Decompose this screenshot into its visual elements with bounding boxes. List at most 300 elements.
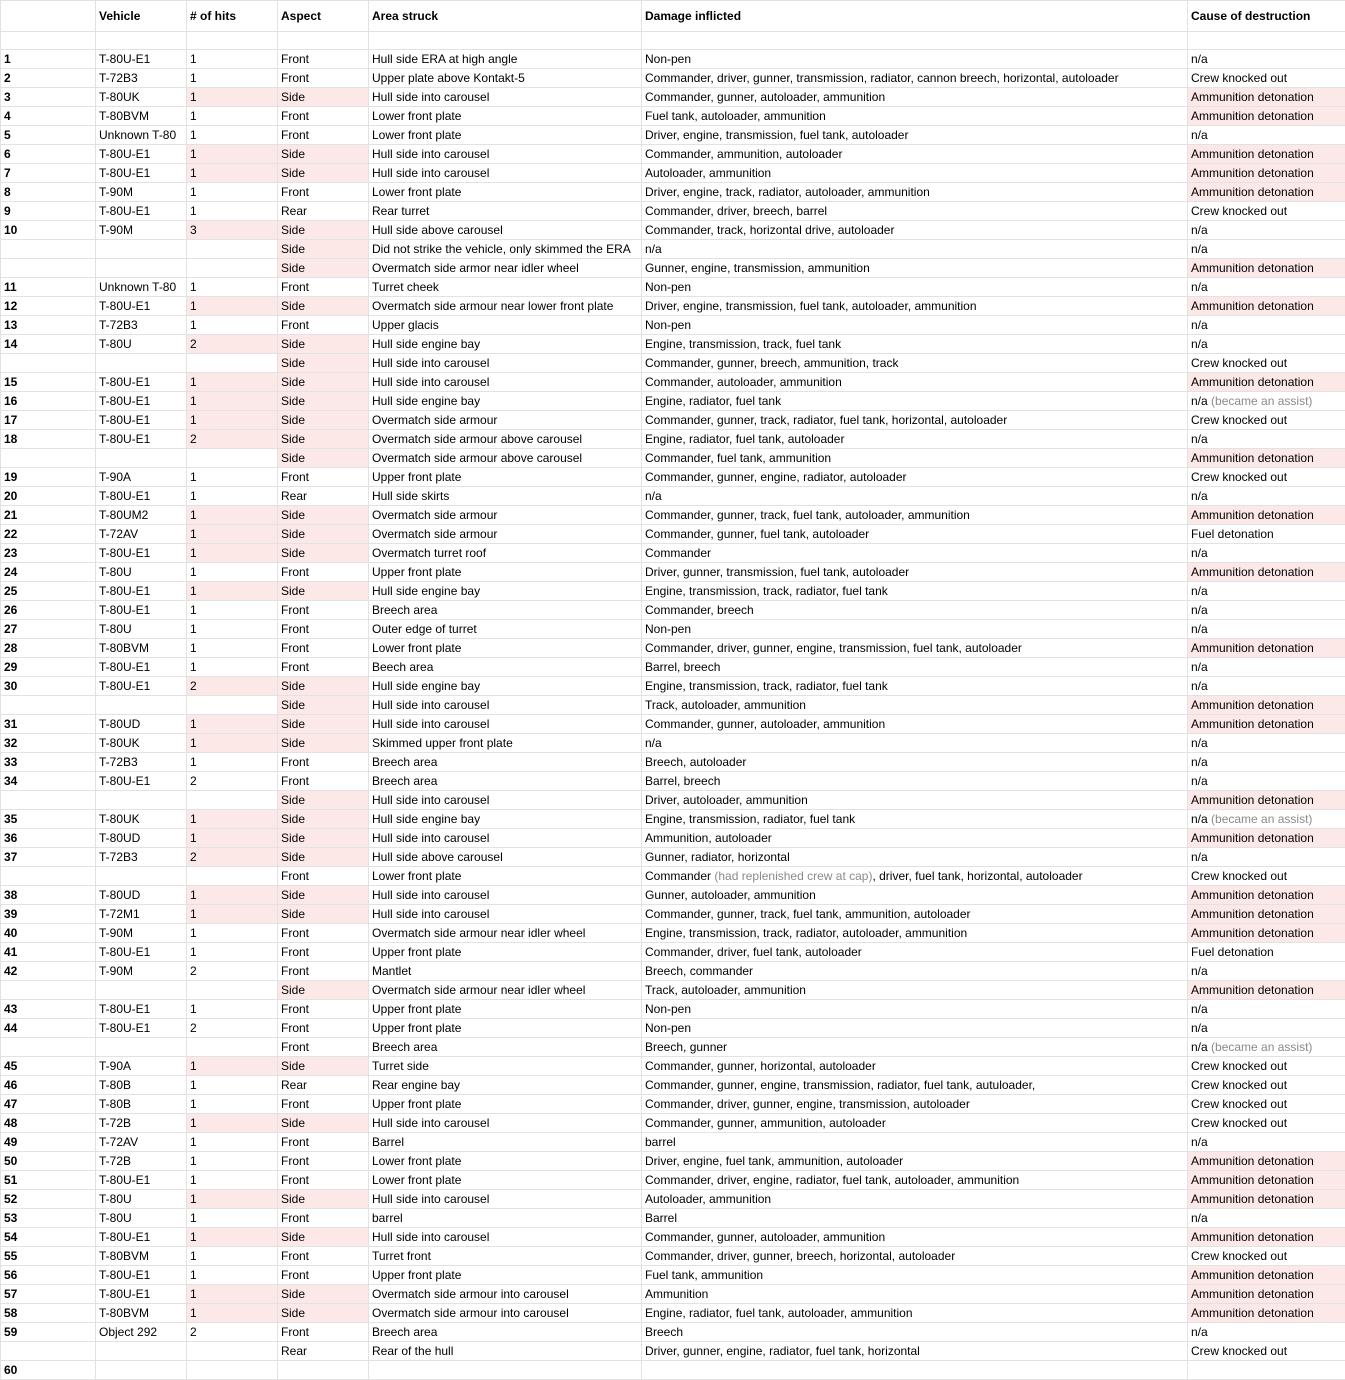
hits-cell[interactable]: 1 (187, 411, 278, 430)
aspect-cell[interactable]: Front (278, 943, 369, 962)
empty-cell[interactable] (187, 32, 278, 50)
hits-cell[interactable]: 1 (187, 1247, 278, 1266)
row-number-cell[interactable]: 46 (1, 1076, 96, 1095)
hits-cell[interactable]: 1 (187, 658, 278, 677)
area-struck-cell[interactable]: Hull side engine bay (369, 392, 642, 411)
hits-cell[interactable]: 1 (187, 582, 278, 601)
damage-cell[interactable]: Commander, gunner, horizontal, autoloader (642, 1057, 1188, 1076)
damage-cell[interactable]: Engine, transmission, radiator, fuel tank (642, 810, 1188, 829)
damage-cell[interactable]: Commander, gunner, autoloader, ammunition (642, 715, 1188, 734)
area-struck-cell[interactable]: Outer edge of turret (369, 620, 642, 639)
hits-cell[interactable] (187, 1342, 278, 1361)
damage-cell[interactable]: Gunner, radiator, horizontal (642, 848, 1188, 867)
area-struck-cell[interactable]: Rear turret (369, 202, 642, 221)
aspect-cell[interactable]: Front (278, 1000, 369, 1019)
aspect-cell[interactable]: Side (278, 373, 369, 392)
area-struck-cell[interactable]: Overmatch side armour into carousel (369, 1285, 642, 1304)
cause-cell[interactable]: n/a (1188, 221, 1345, 240)
cause-cell[interactable]: n/a (1188, 772, 1345, 791)
aspect-cell[interactable]: Rear (278, 202, 369, 221)
damage-cell[interactable]: Engine, transmission, track, radiator, autoloader, ammunition (642, 924, 1188, 943)
vehicle-cell[interactable]: T-72B (96, 1114, 187, 1133)
cause-cell[interactable]: Ammunition detonation (1188, 696, 1345, 715)
cause-cell[interactable]: Crew knocked out (1188, 1342, 1345, 1361)
vehicle-cell[interactable]: T-80U-E1 (96, 487, 187, 506)
hits-cell[interactable]: 1 (187, 468, 278, 487)
area-struck-cell[interactable]: Upper front plate (369, 563, 642, 582)
area-struck-cell[interactable]: barrel (369, 1209, 642, 1228)
cause-cell[interactable]: n/a (1188, 335, 1345, 354)
vehicle-cell[interactable] (96, 259, 187, 278)
aspect-cell[interactable]: Front (278, 639, 369, 658)
hits-cell[interactable]: 1 (187, 1285, 278, 1304)
damage-cell[interactable]: Commander, gunner, track, radiator, fuel tank, horizontal, autoloader (642, 411, 1188, 430)
vehicle-cell[interactable]: T-72M1 (96, 905, 187, 924)
area-struck-cell[interactable]: Hull side into carousel (369, 715, 642, 734)
cause-cell[interactable]: Ammunition detonation (1188, 981, 1345, 1000)
damage-cell[interactable]: Gunner, engine, transmission, ammunition (642, 259, 1188, 278)
row-number-cell[interactable]: 35 (1, 810, 96, 829)
aspect-cell[interactable]: Side (278, 981, 369, 1000)
area-struck-cell[interactable]: Overmatch side armour near lower front plate (369, 297, 642, 316)
hits-cell[interactable]: 1 (187, 1152, 278, 1171)
cause-cell[interactable]: n/a (1188, 50, 1345, 69)
cause-cell[interactable]: n/a (1188, 1019, 1345, 1038)
vehicle-cell[interactable]: T-80B (96, 1076, 187, 1095)
cause-cell[interactable]: Ammunition detonation (1188, 145, 1345, 164)
vehicle-cell[interactable] (96, 449, 187, 468)
aspect-cell[interactable]: Front (278, 316, 369, 335)
damage-cell[interactable]: Engine, radiator, fuel tank (642, 392, 1188, 411)
row-number-cell[interactable]: 18 (1, 430, 96, 449)
aspect-cell[interactable]: Front (278, 1266, 369, 1285)
cause-cell[interactable]: Ammunition detonation (1188, 183, 1345, 202)
hits-cell[interactable]: 1 (187, 544, 278, 563)
vehicle-cell[interactable]: T-80BVM (96, 107, 187, 126)
vehicle-cell[interactable]: T-80U-E1 (96, 1019, 187, 1038)
cause-cell[interactable]: n/a (1188, 126, 1345, 145)
area-struck-cell[interactable]: Lower front plate (369, 1152, 642, 1171)
row-number-cell[interactable] (1, 791, 96, 810)
cause-cell[interactable]: Ammunition detonation (1188, 924, 1345, 943)
row-number-cell[interactable]: 36 (1, 829, 96, 848)
damage-cell[interactable]: Breech, gunner (642, 1038, 1188, 1057)
hits-cell[interactable]: 1 (187, 1266, 278, 1285)
hits-cell[interactable]: 1 (187, 1304, 278, 1323)
row-number-cell[interactable]: 54 (1, 1228, 96, 1247)
hits-cell[interactable]: 1 (187, 1190, 278, 1209)
area-struck-cell[interactable]: Breech area (369, 753, 642, 772)
hits-cell[interactable] (187, 1038, 278, 1057)
row-number-cell[interactable]: 2 (1, 69, 96, 88)
area-struck-cell[interactable]: Turret front (369, 1247, 642, 1266)
vehicle-cell[interactable]: T-80U-E1 (96, 430, 187, 449)
row-number-cell[interactable]: 23 (1, 544, 96, 563)
cause-cell[interactable]: Crew knocked out (1188, 1095, 1345, 1114)
cause-cell[interactable]: Ammunition detonation (1188, 259, 1345, 278)
cause-cell[interactable]: Crew knocked out (1188, 354, 1345, 373)
damage-cell[interactable]: Barrel, breech (642, 658, 1188, 677)
aspect-cell[interactable]: Side (278, 506, 369, 525)
area-struck-cell[interactable]: Overmatch side armour into carousel (369, 1304, 642, 1323)
aspect-cell[interactable]: Front (278, 278, 369, 297)
hits-cell[interactable]: 1 (187, 392, 278, 411)
row-number-cell[interactable]: 40 (1, 924, 96, 943)
area-struck-cell[interactable]: Overmatch side armour above carousel (369, 449, 642, 468)
aspect-cell[interactable]: Side (278, 430, 369, 449)
hits-cell[interactable]: 2 (187, 677, 278, 696)
row-number-cell[interactable]: 5 (1, 126, 96, 145)
hits-cell[interactable]: 1 (187, 924, 278, 943)
area-struck-cell[interactable]: Upper front plate (369, 1266, 642, 1285)
hits-cell[interactable]: 1 (187, 506, 278, 525)
aspect-cell[interactable]: Front (278, 563, 369, 582)
row-number-cell[interactable]: 38 (1, 886, 96, 905)
area-struck-cell[interactable]: Overmatch side armour (369, 411, 642, 430)
damage-cell[interactable]: Commander, gunner, autoloader, ammunition (642, 1228, 1188, 1247)
area-struck-cell[interactable]: Hull side engine bay (369, 810, 642, 829)
vehicle-cell[interactable]: T-80U-E1 (96, 1266, 187, 1285)
cause-cell[interactable]: Crew knocked out (1188, 69, 1345, 88)
aspect-cell[interactable]: Side (278, 791, 369, 810)
damage-cell[interactable]: Commander, driver, fuel tank, autoloader (642, 943, 1188, 962)
cause-cell[interactable]: Ammunition detonation (1188, 297, 1345, 316)
cause-cell[interactable]: Crew knocked out (1188, 411, 1345, 430)
aspect-cell[interactable]: Side (278, 411, 369, 430)
damage-cell[interactable]: Engine, radiator, fuel tank, autoloader (642, 430, 1188, 449)
aspect-cell[interactable]: Side (278, 240, 369, 259)
damage-cell[interactable]: Driver, engine, transmission, fuel tank, autoloader (642, 126, 1188, 145)
hits-cell[interactable]: 1 (187, 753, 278, 772)
row-number-cell[interactable]: 43 (1, 1000, 96, 1019)
aspect-cell[interactable]: Side (278, 335, 369, 354)
damage-cell[interactable]: Track, autoloader, ammunition (642, 981, 1188, 1000)
row-number-cell[interactable] (1, 867, 96, 886)
hits-cell[interactable]: 1 (187, 1171, 278, 1190)
hits-cell[interactable]: 1 (187, 639, 278, 658)
damage-cell[interactable]: Commander, breech (642, 601, 1188, 620)
damage-cell[interactable]: Commander, driver, gunner, breech, horizontal, autoloader (642, 1247, 1188, 1266)
hits-cell[interactable] (187, 981, 278, 1000)
vehicle-cell[interactable]: T-80U (96, 1209, 187, 1228)
row-number-cell[interactable]: 13 (1, 316, 96, 335)
area-struck-cell[interactable]: Upper front plate (369, 1019, 642, 1038)
damage-cell[interactable]: Fuel tank, autoloader, ammunition (642, 107, 1188, 126)
area-struck-cell[interactable]: Lower front plate (369, 867, 642, 886)
aspect-cell[interactable]: Side (278, 544, 369, 563)
empty-cell[interactable] (369, 32, 642, 50)
aspect-cell[interactable]: Front (278, 1152, 369, 1171)
damage-cell[interactable]: Commander, track, horizontal drive, autoloader (642, 221, 1188, 240)
area-struck-cell[interactable]: Hull side into carousel (369, 791, 642, 810)
aspect-cell[interactable]: Side (278, 1304, 369, 1323)
area-struck-cell[interactable]: Overmatch turret roof (369, 544, 642, 563)
aspect-cell[interactable]: Front (278, 962, 369, 981)
vehicle-cell[interactable] (96, 791, 187, 810)
row-number-cell[interactable]: 10 (1, 221, 96, 240)
row-number-cell[interactable]: 51 (1, 1171, 96, 1190)
cause-cell[interactable]: n/a (1188, 848, 1345, 867)
row-number-cell[interactable]: 33 (1, 753, 96, 772)
area-struck-cell[interactable]: Hull side into carousel (369, 905, 642, 924)
row-number-cell[interactable] (1, 449, 96, 468)
cause-cell[interactable]: n/a (became an assist) (1188, 810, 1345, 829)
area-struck-cell[interactable]: Hull side into carousel (369, 164, 642, 183)
vehicle-cell[interactable]: T-80U-E1 (96, 1171, 187, 1190)
damage-cell[interactable]: Driver, engine, fuel tank, ammunition, autoloader (642, 1152, 1188, 1171)
vehicle-cell[interactable]: T-80UD (96, 829, 187, 848)
vehicle-cell[interactable]: T-80UD (96, 886, 187, 905)
damage-cell[interactable]: Autoloader, ammunition (642, 1190, 1188, 1209)
aspect-cell[interactable]: Front (278, 1133, 369, 1152)
row-number-cell[interactable]: 20 (1, 487, 96, 506)
hits-cell[interactable]: 1 (187, 601, 278, 620)
header-cell[interactable]: Cause of destruction (1188, 1, 1345, 32)
cause-cell[interactable]: Ammunition detonation (1188, 373, 1345, 392)
area-struck-cell[interactable]: Hull side into carousel (369, 373, 642, 392)
damage-cell[interactable]: Commander, driver, gunner, engine, transmission, autoloader (642, 1095, 1188, 1114)
hits-cell[interactable]: 1 (187, 943, 278, 962)
row-number-cell[interactable]: 9 (1, 202, 96, 221)
cause-cell[interactable]: n/a (1188, 430, 1345, 449)
hits-cell[interactable]: 1 (187, 1114, 278, 1133)
row-number-cell[interactable]: 26 (1, 601, 96, 620)
aspect-cell[interactable]: Side (278, 297, 369, 316)
area-struck-cell[interactable]: Hull side into carousel (369, 88, 642, 107)
hits-cell[interactable] (187, 354, 278, 373)
vehicle-cell[interactable] (96, 1361, 187, 1380)
cause-cell[interactable]: Ammunition detonation (1188, 1266, 1345, 1285)
aspect-cell[interactable]: Side (278, 1057, 369, 1076)
vehicle-cell[interactable]: T-80U-E1 (96, 601, 187, 620)
row-number-cell[interactable] (1, 696, 96, 715)
area-struck-cell[interactable]: Overmatch side armour above carousel (369, 430, 642, 449)
row-number-cell[interactable]: 14 (1, 335, 96, 354)
cause-cell[interactable]: Ammunition detonation (1188, 164, 1345, 183)
vehicle-cell[interactable]: T-80BVM (96, 1247, 187, 1266)
aspect-cell[interactable]: Front (278, 1095, 369, 1114)
hits-cell[interactable]: 1 (187, 1209, 278, 1228)
row-number-cell[interactable]: 56 (1, 1266, 96, 1285)
hits-cell[interactable]: 2 (187, 772, 278, 791)
damage-cell[interactable]: Commander, gunner, breech, ammunition, track (642, 354, 1188, 373)
row-number-cell[interactable]: 39 (1, 905, 96, 924)
vehicle-cell[interactable]: T-80U (96, 563, 187, 582)
cause-cell[interactable]: Crew knocked out (1188, 468, 1345, 487)
hits-cell[interactable] (187, 449, 278, 468)
vehicle-cell[interactable]: T-90M (96, 183, 187, 202)
vehicle-cell[interactable]: T-72B3 (96, 69, 187, 88)
area-struck-cell[interactable]: Hull side into carousel (369, 829, 642, 848)
area-struck-cell[interactable]: Barrel (369, 1133, 642, 1152)
damage-cell[interactable]: Breech, commander (642, 962, 1188, 981)
row-number-cell[interactable] (1, 1342, 96, 1361)
hits-cell[interactable]: 1 (187, 905, 278, 924)
area-struck-cell[interactable]: Upper front plate (369, 468, 642, 487)
row-number-cell[interactable]: 45 (1, 1057, 96, 1076)
aspect-cell[interactable]: Side (278, 734, 369, 753)
row-number-cell[interactable]: 44 (1, 1019, 96, 1038)
vehicle-cell[interactable]: T-80U-E1 (96, 50, 187, 69)
row-number-cell[interactable]: 37 (1, 848, 96, 867)
damage-cell[interactable]: Breech, autoloader (642, 753, 1188, 772)
area-struck-cell[interactable]: Turret side (369, 1057, 642, 1076)
row-number-cell[interactable]: 24 (1, 563, 96, 582)
vehicle-cell[interactable] (96, 240, 187, 259)
vehicle-cell[interactable]: T-80B (96, 1095, 187, 1114)
vehicle-cell[interactable]: T-80UK (96, 734, 187, 753)
aspect-cell[interactable]: Front (278, 468, 369, 487)
row-number-cell[interactable]: 22 (1, 525, 96, 544)
aspect-cell[interactable]: Side (278, 810, 369, 829)
aspect-cell[interactable]: Rear (278, 1076, 369, 1095)
hits-cell[interactable]: 1 (187, 88, 278, 107)
vehicle-cell[interactable]: T-80U (96, 1190, 187, 1209)
hits-cell[interactable]: 1 (187, 373, 278, 392)
cause-cell[interactable]: n/a (1188, 620, 1345, 639)
row-number-cell[interactable] (1, 354, 96, 373)
vehicle-cell[interactable]: T-80BVM (96, 639, 187, 658)
hits-cell[interactable]: 2 (187, 430, 278, 449)
area-struck-cell[interactable]: Lower front plate (369, 107, 642, 126)
damage-cell[interactable]: Commander, autoloader, ammunition (642, 373, 1188, 392)
damage-cell[interactable]: Commander, gunner, ammunition, autoloader (642, 1114, 1188, 1133)
damage-cell[interactable]: Commander, ammunition, autoloader (642, 145, 1188, 164)
damage-cell[interactable]: Engine, radiator, fuel tank, autoloader, ammunition (642, 1304, 1188, 1323)
row-number-cell[interactable]: 41 (1, 943, 96, 962)
area-struck-cell[interactable]: Hull side above carousel (369, 221, 642, 240)
damage-cell[interactable]: Non-pen (642, 50, 1188, 69)
cause-cell[interactable]: Ammunition detonation (1188, 506, 1345, 525)
vehicle-cell[interactable]: T-80UM2 (96, 506, 187, 525)
cause-cell[interactable]: n/a (1188, 544, 1345, 563)
aspect-cell[interactable]: Side (278, 1190, 369, 1209)
damage-cell[interactable]: Commander (had replenished crew at cap), driver, fuel tank, horizontal, autoloader (642, 867, 1188, 886)
header-cell[interactable]: # of hits (187, 1, 278, 32)
damage-cell[interactable]: Non-pen (642, 1000, 1188, 1019)
aspect-cell[interactable]: Side (278, 1114, 369, 1133)
damage-cell[interactable]: Non-pen (642, 620, 1188, 639)
aspect-cell[interactable]: Front (278, 1171, 369, 1190)
aspect-cell[interactable]: Front (278, 772, 369, 791)
vehicle-cell[interactable]: T-72AV (96, 1133, 187, 1152)
area-struck-cell[interactable]: Hull side ERA at high angle (369, 50, 642, 69)
hits-cell[interactable] (187, 867, 278, 886)
area-struck-cell[interactable]: Hull side into carousel (369, 886, 642, 905)
hits-cell[interactable]: 1 (187, 297, 278, 316)
vehicle-cell[interactable]: T-80U (96, 620, 187, 639)
row-number-cell[interactable]: 27 (1, 620, 96, 639)
hits-cell[interactable]: 2 (187, 1323, 278, 1342)
row-number-cell[interactable]: 59 (1, 1323, 96, 1342)
cause-cell[interactable]: n/a (1188, 316, 1345, 335)
aspect-cell[interactable]: Front (278, 601, 369, 620)
cause-cell[interactable]: Ammunition detonation (1188, 1171, 1345, 1190)
vehicle-cell[interactable]: T-72B3 (96, 753, 187, 772)
area-struck-cell[interactable]: Lower front plate (369, 639, 642, 658)
cause-cell[interactable]: Ammunition detonation (1188, 1304, 1345, 1323)
cause-cell[interactable] (1188, 1361, 1345, 1380)
row-number-cell[interactable]: 47 (1, 1095, 96, 1114)
cause-cell[interactable]: Ammunition detonation (1188, 1152, 1345, 1171)
row-number-cell[interactable]: 19 (1, 468, 96, 487)
damage-cell[interactable]: Fuel tank, ammunition (642, 1266, 1188, 1285)
row-number-cell[interactable]: 32 (1, 734, 96, 753)
cause-cell[interactable]: Ammunition detonation (1188, 1285, 1345, 1304)
damage-cell[interactable]: Commander, fuel tank, ammunition (642, 449, 1188, 468)
vehicle-cell[interactable]: T-80U-E1 (96, 411, 187, 430)
damage-cell[interactable]: Engine, transmission, track, radiator, fuel tank (642, 677, 1188, 696)
vehicle-cell[interactable] (96, 1038, 187, 1057)
row-number-cell[interactable]: 60 (1, 1361, 96, 1380)
damage-cell[interactable]: Non-pen (642, 278, 1188, 297)
aspect-cell[interactable]: Side (278, 715, 369, 734)
aspect-cell[interactable]: Front (278, 126, 369, 145)
area-struck-cell[interactable]: Breech area (369, 772, 642, 791)
hits-cell[interactable]: 2 (187, 848, 278, 867)
cause-cell[interactable]: n/a (1188, 962, 1345, 981)
hits-cell[interactable]: 1 (187, 50, 278, 69)
vehicle-cell[interactable]: T-80U-E1 (96, 145, 187, 164)
row-number-cell[interactable]: 1 (1, 50, 96, 69)
area-struck-cell[interactable]: Upper front plate (369, 1095, 642, 1114)
hits-cell[interactable]: 1 (187, 563, 278, 582)
damage-cell[interactable]: Commander, gunner, autoloader, ammunition (642, 88, 1188, 107)
cause-cell[interactable]: n/a (1188, 677, 1345, 696)
area-struck-cell[interactable]: Mantlet (369, 962, 642, 981)
row-number-cell[interactable]: 6 (1, 145, 96, 164)
row-number-cell[interactable]: 16 (1, 392, 96, 411)
vehicle-cell[interactable]: T-80U-E1 (96, 772, 187, 791)
cause-cell[interactable]: n/a (1188, 1323, 1345, 1342)
damage-cell[interactable]: Driver, gunner, engine, radiator, fuel tank, horizontal (642, 1342, 1188, 1361)
row-number-cell[interactable]: 8 (1, 183, 96, 202)
empty-cell[interactable] (1188, 32, 1345, 50)
vehicle-cell[interactable]: T-80BVM (96, 1304, 187, 1323)
aspect-cell[interactable]: Rear (278, 1342, 369, 1361)
cause-cell[interactable]: n/a (1188, 582, 1345, 601)
damage-cell[interactable]: Engine, transmission, track, fuel tank (642, 335, 1188, 354)
row-number-cell[interactable] (1, 259, 96, 278)
aspect-cell[interactable]: Front (278, 620, 369, 639)
row-number-cell[interactable]: 25 (1, 582, 96, 601)
damage-cell[interactable]: Commander, gunner, fuel tank, autoloader (642, 525, 1188, 544)
cause-cell[interactable]: n/a (1188, 601, 1345, 620)
damage-cell[interactable]: Commander, gunner, engine, radiator, autoloader (642, 468, 1188, 487)
vehicle-cell[interactable] (96, 1342, 187, 1361)
cause-cell[interactable]: n/a (became an assist) (1188, 392, 1345, 411)
damage-cell[interactable]: Driver, autoloader, ammunition (642, 791, 1188, 810)
hits-cell[interactable]: 1 (187, 107, 278, 126)
vehicle-cell[interactable]: T-80U-E1 (96, 582, 187, 601)
damage-cell[interactable]: barrel (642, 1133, 1188, 1152)
cause-cell[interactable]: n/a (1188, 1209, 1345, 1228)
area-struck-cell[interactable]: Overmatch side armour near idler wheel (369, 981, 642, 1000)
hits-cell[interactable]: 1 (187, 829, 278, 848)
aspect-cell[interactable]: Side (278, 1228, 369, 1247)
row-number-cell[interactable]: 50 (1, 1152, 96, 1171)
damage-cell[interactable]: n/a (642, 240, 1188, 259)
cause-cell[interactable]: Crew knocked out (1188, 202, 1345, 221)
cause-cell[interactable]: Crew knocked out (1188, 867, 1345, 886)
vehicle-cell[interactable]: T-72B3 (96, 848, 187, 867)
damage-cell[interactable]: Commander, driver, engine, radiator, fuel tank, autoloader, ammunition (642, 1171, 1188, 1190)
hits-cell[interactable]: 1 (187, 734, 278, 753)
area-struck-cell[interactable]: Hull side engine bay (369, 582, 642, 601)
row-number-cell[interactable]: 29 (1, 658, 96, 677)
vehicle-cell[interactable]: T-72B3 (96, 316, 187, 335)
cause-cell[interactable]: n/a (1188, 658, 1345, 677)
